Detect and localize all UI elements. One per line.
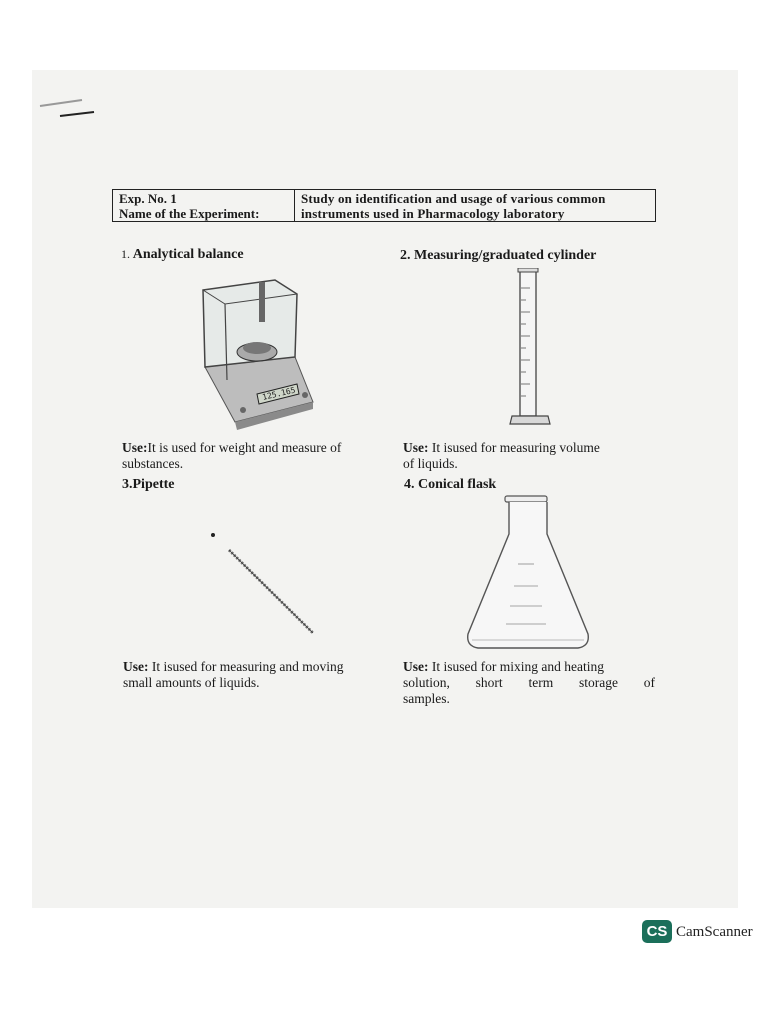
use-label: Use: xyxy=(403,659,429,674)
use-text-line1: It isused for measuring and moving xyxy=(148,659,344,674)
use-graduated-cylinder xyxy=(403,440,653,472)
heading-label: Analytical balance xyxy=(132,247,244,262)
camscanner-logo-icon: CS xyxy=(642,920,672,943)
experiment-name-label: Name of the Experiment: xyxy=(119,206,260,221)
use-label: Use: xyxy=(123,659,149,674)
exp-number: Exp. No. 1 xyxy=(119,191,177,206)
analytical-balance-image xyxy=(195,272,320,437)
use-text-line2: solution, short term storage of xyxy=(403,675,655,690)
use-text-line2: small amounts of liquids. xyxy=(123,675,260,690)
use-text-line2: substances. xyxy=(122,456,184,471)
conical-flask-image xyxy=(462,494,594,654)
use-conical-flask xyxy=(403,659,655,707)
experiment-title-line2: instruments used in Pharmacology laboratory xyxy=(301,206,565,221)
use-analytical-balance xyxy=(122,440,390,472)
use-label: Use: xyxy=(122,440,148,455)
use-text-line1: It isused for mixing and heating xyxy=(428,659,604,674)
use-text-line3: samples. xyxy=(403,691,450,706)
experiment-header-table xyxy=(112,189,656,222)
use-pipette xyxy=(123,659,393,691)
use-text-line2: of liquids. xyxy=(403,456,458,471)
heading-graduated-cylinder: 2. Measuring/graduated cylinder xyxy=(400,248,597,263)
header-right-cell xyxy=(295,190,655,221)
heading-analytical-balance xyxy=(121,247,244,263)
heading-number: 1. xyxy=(121,247,130,261)
use-text-line1: It isused for measuring volume xyxy=(428,440,600,455)
scan-smudge xyxy=(36,94,106,124)
heading-pipette: 3.Pipette xyxy=(122,477,175,492)
use-label: Use: xyxy=(403,440,429,455)
graduated-cylinder-image xyxy=(508,268,552,430)
header-left-cell xyxy=(113,190,295,221)
use-text-line1: It is used for weight and measure of xyxy=(147,440,342,455)
balance-display-reading: 125.165 xyxy=(261,385,297,402)
experiment-title-line1: Study on identification and usage of various common xyxy=(301,191,606,206)
camscanner-label: CamScanner xyxy=(676,924,753,940)
pipette-image xyxy=(205,528,325,640)
heading-conical-flask: 4. Conical flask xyxy=(404,477,497,492)
